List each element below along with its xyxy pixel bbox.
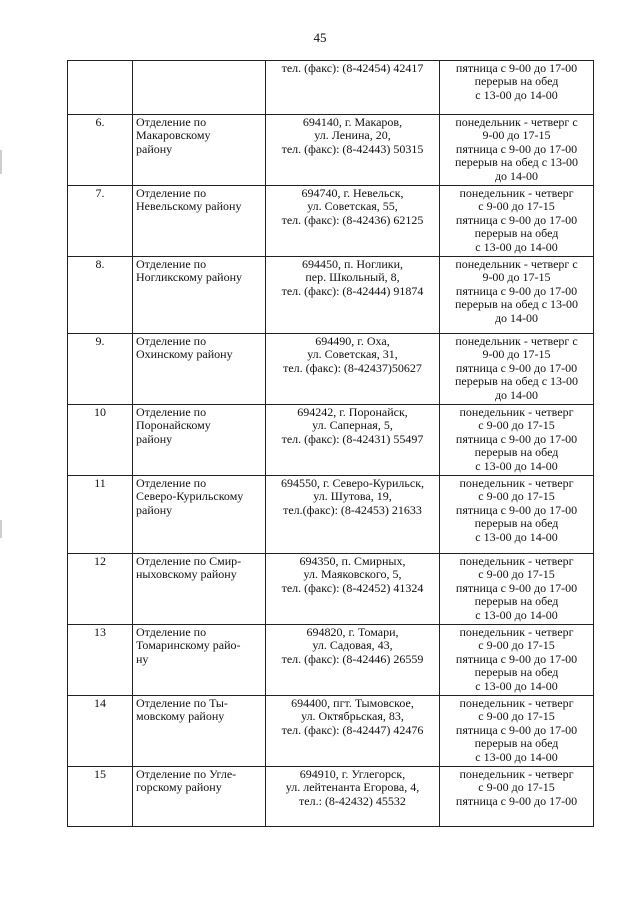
department-name [133, 625, 266, 696]
table-row [68, 696, 594, 767]
address-cell [266, 476, 440, 554]
address-cell-line: 694740, г. Невельск, [301, 186, 404, 200]
row-number: 7. [68, 186, 133, 257]
address-cell-line: ул. Шутова, 19, [313, 489, 392, 504]
department-name [133, 554, 266, 625]
address-cell-line: тел. (факс): (8-42443) 50315 [281, 141, 424, 156]
table-row [68, 405, 594, 476]
working-hours-cell [440, 405, 594, 476]
working-hours-cell-line: пятница с 9-00 до 17-00 [455, 651, 578, 666]
working-hours-cell-line: 9-00 до 17-15 [482, 270, 551, 285]
working-hours-cell-line: с 13-00 до 14-00 [475, 749, 558, 764]
address-cell-line: тел. (факс): (8-42436) 62125 [281, 212, 424, 227]
table-row [68, 476, 594, 554]
working-hours-cell-line: понедельник - четверг [459, 186, 574, 200]
working-hours-cell-line: пятница с 9-00 до 17-00 [455, 283, 578, 298]
address-cell [266, 257, 440, 334]
working-hours-cell-line: до 14-00 [494, 310, 539, 325]
working-hours-cell [440, 554, 594, 625]
row-number: 15 [68, 767, 133, 827]
working-hours-cell-line: 9-00 до 17-15 [482, 347, 551, 362]
department-name-line: Томаринскому райо- [136, 638, 241, 653]
address-cell-line: 694400, пгт. Тымовское, [291, 696, 414, 710]
address-cell [266, 405, 440, 476]
working-hours-cell-line: перерыв на обед [474, 226, 559, 241]
row-number: 12 [68, 554, 133, 625]
address-cell-line: 694350, п. Смирных, [299, 554, 406, 568]
working-hours-cell-line: пятница с 9-00 до 17-00 [455, 360, 578, 375]
working-hours-cell [440, 115, 594, 186]
address-cell-line: ул. Ленина, 20, [314, 128, 391, 143]
address-cell-line: тел.(факс): (8-42453) 21633 [283, 502, 422, 517]
department-name-line: Отделение по [136, 257, 207, 271]
address-cell-line: 694450, п. Ноглики, [301, 257, 404, 271]
working-hours-cell-line: 9-00 до 17-15 [482, 128, 551, 143]
department-name-line: ныховскому району [136, 567, 237, 582]
department-name-line: району [136, 431, 173, 446]
address-cell-line: ул. лейтенанта Егорова, 4, [285, 780, 420, 795]
address-cell [266, 115, 440, 186]
working-hours-cell-line: пятница с 9-00 до 17-00 [455, 431, 578, 446]
working-hours-cell-line: понедельник - четверг [459, 554, 574, 568]
working-hours-cell [440, 476, 594, 554]
working-hours-cell-line: понедельник - четверг [459, 767, 574, 781]
working-hours-cell-line: с 9-00 до 17-15 [478, 199, 555, 214]
working-hours-cell-line: пятница с 9-00 до 17-00 [455, 502, 578, 517]
address-cell-line: ул. Маяковского, 5, [303, 567, 402, 582]
working-hours-cell-line: с 13-00 до 14-00 [475, 529, 558, 544]
working-hours-cell-line: с 13-00 до 14-00 [475, 458, 558, 473]
address-cell-line: 694490, г. Оха, [315, 334, 390, 348]
department-name-line: Отделение по [136, 186, 207, 200]
department-name-line: горскому району [136, 780, 222, 795]
working-hours-cell-line: перерыв на обед [474, 74, 559, 89]
working-hours-cell-line: понедельник - четверг с [455, 334, 578, 348]
address-cell-line: ул. Советская, 55, [307, 199, 398, 214]
department-name-line: Макаровскому [136, 128, 211, 143]
department-name-line: району [136, 141, 173, 156]
working-hours-cell-line: пятница с 9-00 до 17-00 [455, 793, 578, 808]
department-name [133, 696, 266, 767]
working-hours-cell-line: с 9-00 до 17-15 [478, 567, 555, 582]
address-cell-line: 694820, г. Томари, [306, 625, 399, 639]
department-name-line: Отделение по [136, 625, 207, 639]
working-hours-cell-line: перерыв на обед [474, 736, 559, 751]
department-name-line: Отделение по [136, 405, 207, 419]
address-cell-line: тел. (факс): (8-42431) 55497 [281, 431, 424, 446]
working-hours-cell [440, 257, 594, 334]
working-hours-cell-line: с 13-00 до 14-00 [475, 239, 558, 254]
working-hours-cell-line: с 13-00 до 14-00 [475, 678, 558, 693]
working-hours-cell-line: с 9-00 до 17-15 [478, 638, 555, 653]
department-name [133, 405, 266, 476]
working-hours-cell-line: с 9-00 до 17-15 [478, 418, 555, 433]
working-hours-cell-line: пятница с 9-00 до 17-00 [455, 580, 578, 595]
address-cell-line: ул. Саперная, 5, [312, 418, 393, 433]
department-name-line: ну [136, 651, 149, 666]
working-hours-cell-line: понедельник - четверг с [455, 257, 578, 271]
table-row [68, 554, 594, 625]
working-hours-cell-line: понедельник - четверг [459, 476, 574, 490]
working-hours-cell [440, 696, 594, 767]
working-hours-cell-line: пятница с 9-00 до 17-00 [455, 141, 578, 156]
department-name-line: мовскому району [136, 709, 225, 724]
row-number: 11 [68, 476, 133, 554]
row-number: 9. [68, 334, 133, 405]
working-hours-cell [440, 625, 594, 696]
row-number: 14 [68, 696, 133, 767]
working-hours-cell-line: пятница с 9-00 до 17-00 [455, 61, 578, 75]
department-name [133, 767, 266, 827]
table-row [68, 767, 594, 827]
address-cell-line: 694242, г. Поронайск, [297, 405, 408, 419]
working-hours-cell [440, 61, 594, 115]
table-row [68, 186, 594, 257]
working-hours-cell-line: с 9-00 до 17-15 [478, 780, 555, 795]
working-hours-cell-line: пятница с 9-00 до 17-00 [455, 212, 578, 227]
department-name-line: Охинскому району [136, 347, 233, 362]
working-hours-cell-line: с 9-00 до 17-15 [478, 709, 555, 724]
address-cell-line: тел. (факс): (8-42454) 42417 [281, 61, 424, 75]
address-cell-line: тел. (факс): (8-42444) 91874 [281, 283, 424, 298]
department-name-line: Поронайскому [136, 418, 211, 433]
department-name [133, 61, 266, 115]
department-name-line: Отделение по Смир- [136, 554, 242, 568]
department-name-line: Отделение по [136, 115, 207, 129]
page-number: 45 [313, 30, 327, 45]
working-hours-cell-line: понедельник - четверг [459, 696, 574, 710]
address-cell [266, 696, 440, 767]
working-hours-cell-line: перерыв на обед с 13-00 [454, 155, 579, 170]
row-number: 13 [68, 625, 133, 696]
department-name [133, 476, 266, 554]
address-cell-line: тел. (факс): (8-42447) 42476 [281, 722, 424, 737]
department-name [133, 334, 266, 405]
working-hours-cell [440, 334, 594, 405]
row-number: 8. [68, 257, 133, 334]
working-hours-cell-line: перерыв на обед с 13-00 [454, 374, 579, 389]
department-name [133, 115, 266, 186]
working-hours-cell-line: понедельник - четверг с [455, 115, 578, 129]
department-name-line: Отделение по [136, 334, 207, 348]
address-cell [266, 625, 440, 696]
address-cell-line: тел. (факс): (8-42446) 26559 [281, 651, 424, 666]
department-name-line: Отделение по Ты- [136, 696, 228, 710]
department-name-line: Отделение по [136, 476, 207, 490]
department-name-line: Отделение по Угле- [136, 767, 237, 781]
working-hours-cell-line: перерыв на обед [474, 665, 559, 680]
address-cell-line: 694910, г. Углегорск, [299, 767, 406, 781]
table-row [68, 61, 594, 115]
working-hours-cell-line: с 13-00 до 14-00 [475, 87, 558, 102]
working-hours-cell-line: до 14-00 [494, 168, 539, 183]
table-row [68, 625, 594, 696]
working-hours-cell-line: с 9-00 до 17-15 [478, 489, 555, 504]
row-number: 10 [68, 405, 133, 476]
working-hours-cell [440, 767, 594, 827]
working-hours-cell-line: до 14-00 [494, 387, 539, 402]
department-name-line: Ногликскому району [136, 270, 243, 285]
address-cell-line: пер. Школьный, 8, [305, 270, 400, 285]
working-hours-cell-line: перерыв на обед [474, 445, 559, 460]
branch-schedule-table [67, 60, 594, 827]
address-cell [266, 767, 440, 827]
table-row [68, 334, 594, 405]
address-cell [266, 554, 440, 625]
address-cell-line: тел.: (8-42432) 45532 [299, 793, 406, 808]
scan-margin-mark-bottom [0, 520, 2, 538]
address-cell [266, 334, 440, 405]
address-cell-line: 694550, г. Северо-Курильск, [280, 476, 425, 490]
working-hours-cell-line: с 13-00 до 14-00 [475, 607, 558, 622]
row-number [68, 61, 133, 115]
working-hours-cell [440, 186, 594, 257]
working-hours-cell-line: понедельник - четверг [459, 405, 574, 419]
address-cell-line: тел. (факс): (8-42437)50627 [283, 360, 422, 375]
department-name [133, 257, 266, 334]
working-hours-cell-line: перерыв на обед с 13-00 [454, 297, 579, 312]
address-cell [266, 61, 440, 115]
working-hours-cell-line: перерыв на обед [474, 516, 559, 531]
address-cell-line: 694140, г. Макаров, [302, 115, 403, 129]
address-cell-line: тел. (факс): (8-42452) 41324 [281, 580, 424, 595]
address-cell-line: ул. Октябрьская, 83, [301, 709, 404, 724]
department-name-line: району [136, 502, 173, 517]
working-hours-cell-line: понедельник - четверг [459, 625, 574, 639]
table-row [68, 257, 594, 334]
scan-margin-mark-top [0, 150, 2, 174]
table-body [68, 61, 594, 827]
working-hours-cell-line: перерыв на обед [474, 594, 559, 609]
row-number: 6. [68, 115, 133, 186]
department-name-line: Северо-Курильскому [136, 489, 244, 504]
address-cell-line: ул. Советская, 31, [307, 347, 398, 362]
department-name [133, 186, 266, 257]
address-cell-line: ул. Садовая, 43, [312, 638, 393, 653]
department-name-line: Невельскому району [136, 199, 242, 214]
address-cell [266, 186, 440, 257]
table-row [68, 115, 594, 186]
working-hours-cell-line: пятница с 9-00 до 17-00 [455, 722, 578, 737]
